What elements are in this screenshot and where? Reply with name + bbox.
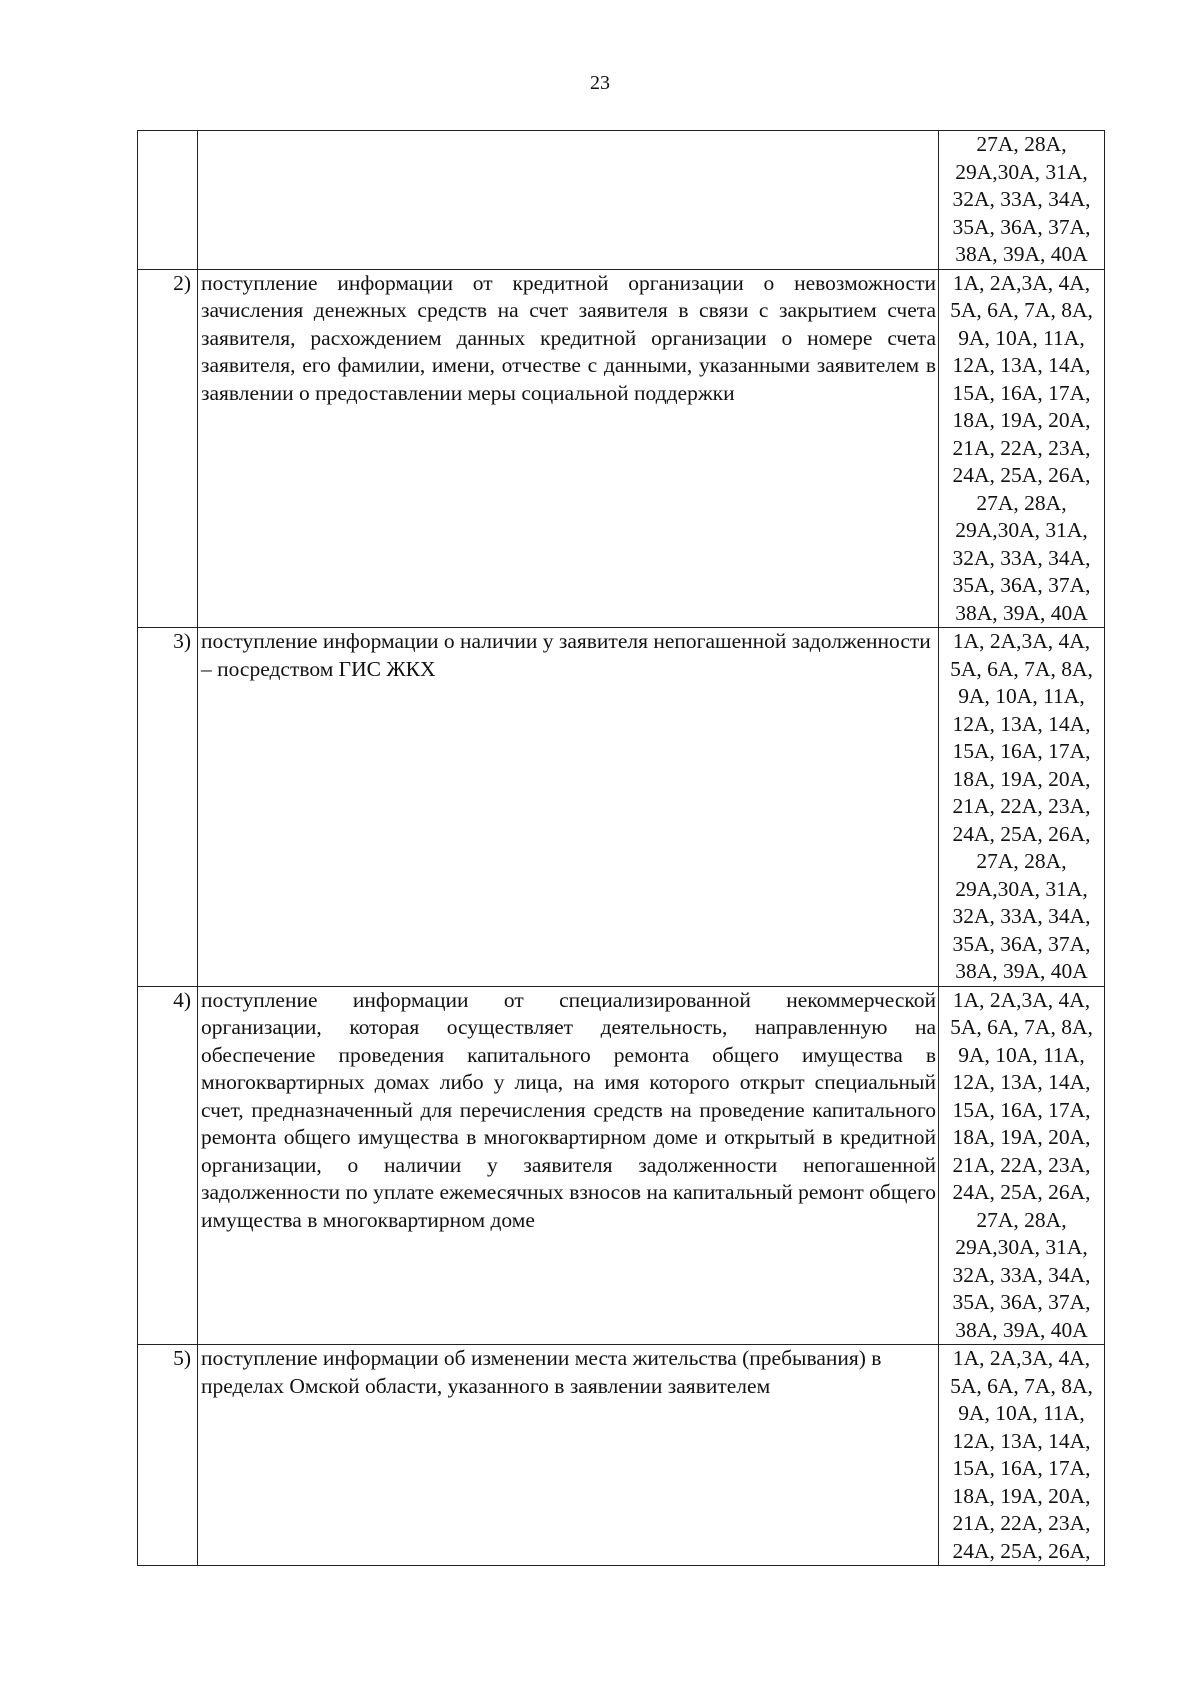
code-line: 38А, 39А, 40А — [955, 1317, 1088, 1342]
code-line: 9А, 10А, 11А, — [958, 1042, 1085, 1067]
row-description: поступление информации от кредитной организации о невозможности зачисления денежных средств на счет заявителя в связи с закрытием счета заявителя, расхождением данных кредитной организации о номере счета заявителя, его фамилии, имени, отчестве с данными, указанными заявителем в заявлении о предоставлении меры социальной поддержки — [198, 269, 939, 628]
code-line: 18А, 19А, 20А, — [952, 1125, 1091, 1149]
code-line: 24А, 25А, 26А, — [952, 1180, 1091, 1204]
code-line: 27А, 28А, — [976, 490, 1067, 515]
row-number: 4) — [138, 986, 198, 1345]
code-line: 24А, 25А, 26А, — [952, 821, 1091, 846]
code-line: 27А, 28А, — [976, 132, 1067, 156]
code-line: 32А, 33А, 34А, — [952, 545, 1091, 570]
code-line: 1А, 2А,3А, 4А, — [952, 1346, 1091, 1370]
code-line: 1А, 2А,3А, 4А, — [952, 629, 1091, 653]
row-description: поступление информации об изменении места жительства (пребывания) в пределах Омской области, указанного в заявлении заявителем — [198, 1345, 939, 1566]
code-line: 29А,30А, 31А, — [955, 518, 1088, 542]
code-line: 35А, 36А, 37А, — [952, 1290, 1091, 1314]
row-description — [198, 131, 939, 270]
code-line: 9А, 10А, 11А, — [958, 684, 1085, 708]
code-line: 12А, 13А, 14А, — [952, 353, 1091, 377]
code-line: 12А, 13А, 14А, — [952, 1070, 1091, 1094]
code-line: 35А, 36А, 37А, — [952, 214, 1091, 239]
row-description: поступление информации о наличии у заявителя непогашенной задолженности – посредством ГИС ЖКХ — [198, 628, 939, 987]
code-line: 29А,30А, 31А, — [955, 876, 1088, 901]
code-line: 18А, 19А, 20А, — [952, 1483, 1091, 1508]
code-line: 5А, 6А, 7А, 8А, — [950, 656, 1093, 681]
code-line: 15А, 16А, 17А, — [952, 1456, 1091, 1480]
code-line: 32А, 33А, 34А, — [952, 187, 1091, 211]
row-codes — [939, 131, 1105, 270]
code-line: 15А, 16А, 17А, — [952, 1097, 1091, 1122]
code-line: 35А, 36А, 37А, — [952, 931, 1091, 956]
code-line: 1А, 2А,3А, 4А, — [952, 270, 1091, 295]
code-line: 9А, 10А, 11А, — [958, 1401, 1085, 1425]
code-line: 32А, 33А, 34А, — [952, 1262, 1091, 1287]
code-line: 38А, 39А, 40А — [955, 242, 1088, 266]
table-row — [138, 269, 1105, 628]
row-codes — [939, 1345, 1105, 1566]
code-line: 5А, 6А, 7А, 8А, — [950, 298, 1093, 322]
code-line: 18А, 19А, 20А, — [952, 766, 1091, 791]
code-line: 12А, 13А, 14А, — [952, 1428, 1091, 1453]
code-line: 35А, 36А, 37А, — [952, 573, 1091, 597]
code-line: 38А, 39А, 40А — [955, 959, 1088, 983]
code-line: 21А, 22А, 23А, — [952, 435, 1091, 460]
row-number: 2) — [138, 269, 198, 628]
table-row — [138, 131, 1105, 270]
row-description: поступление информации от специализированной некоммерческой организации, которая осуществляет деятельность, направленную на обеспечение проведения капитального ремонта общего имущества в многоквартирных домах либо у лица, на имя которого открыт специальный счет, предназначенный для перечисления средств на проведение капитального ремонта общего имущества в многоквартирном доме и открытый в кредитной организации, о наличии у заявителя задолженности непогашенной задолженности по уплате ежемесячных взносов на капитальный ремонт общего имущества в многоквартирном доме — [198, 986, 939, 1345]
code-line: 15А, 16А, 17А, — [952, 380, 1091, 405]
code-line: 38А, 39А, 40А — [955, 600, 1088, 625]
row-number: 5) — [138, 1345, 198, 1566]
code-line: 29А,30А, 31А, — [955, 1235, 1088, 1259]
code-line: 32А, 33А, 34А, — [952, 904, 1091, 928]
row-codes — [939, 628, 1105, 987]
code-line: 5А, 6А, 7А, 8А, — [950, 1373, 1093, 1398]
code-line: 29А,30А, 31А, — [955, 159, 1088, 184]
table-row — [138, 986, 1105, 1345]
code-line: 21А, 22А, 23А, — [952, 1511, 1091, 1535]
row-codes — [939, 986, 1105, 1345]
table-row — [138, 628, 1105, 987]
code-line: 24А, 25А, 26А, — [952, 463, 1091, 487]
code-line: 1А, 2А,3А, 4А, — [952, 987, 1091, 1012]
table-row — [138, 1345, 1105, 1566]
code-line: 27А, 28А, — [976, 1207, 1067, 1232]
code-line: 24А, 25А, 26А, — [952, 1538, 1091, 1563]
row-number — [138, 131, 198, 270]
code-line: 21А, 22А, 23А, — [952, 1152, 1091, 1177]
code-line: 18А, 19А, 20А, — [952, 408, 1091, 432]
document-table — [137, 130, 1105, 1566]
row-number: 3) — [138, 628, 198, 987]
code-line: 12А, 13А, 14А, — [952, 711, 1091, 736]
code-line: 15А, 16А, 17А, — [952, 739, 1091, 763]
row-codes — [939, 269, 1105, 628]
page-number: 23 — [590, 72, 610, 94]
code-line: 5А, 6А, 7А, 8А, — [950, 1015, 1093, 1039]
code-line: 9А, 10А, 11А, — [958, 325, 1085, 350]
code-line: 21А, 22А, 23А, — [952, 794, 1091, 818]
code-line: 27А, 28А, — [976, 849, 1067, 873]
